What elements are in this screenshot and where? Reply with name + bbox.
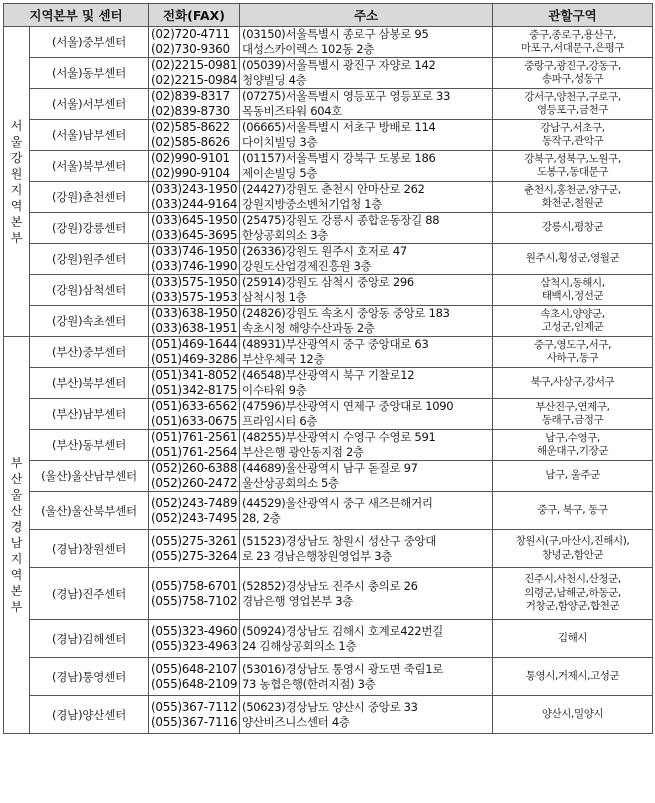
phone-number: (033)638-1950 (151, 306, 238, 320)
table-row (4, 151, 653, 182)
phone-cell (149, 368, 240, 399)
jurisdiction-cell (493, 492, 653, 530)
region-label-char: 부 (10, 456, 23, 470)
address-cell (240, 244, 493, 275)
jurisdiction-line: 동래구,금정구 (541, 414, 604, 426)
address-cell (240, 58, 493, 89)
address-line: 경남은행 영업본부 3층 (242, 593, 354, 608)
phone-cell (149, 658, 240, 696)
jurisdiction-line: 중랑구,광진구,강동구, (524, 59, 621, 72)
phone-number: (055)648-2107 (151, 661, 238, 676)
phone-number: (055)367-7112 (151, 699, 238, 714)
phone-cell (149, 27, 240, 58)
phone-number: (033)746-1990 (151, 259, 238, 273)
header-row (4, 4, 653, 27)
address-line: 대성스카이렉스 102동 2층 (242, 42, 375, 56)
region-label-char: 역 (10, 198, 23, 213)
phone-number: (051)633-0675 (151, 414, 238, 428)
phone-number: (033)575-1953 (151, 290, 238, 304)
address-line: 28, 2층 (242, 510, 281, 525)
jurisdiction-line: 창원시(구,마산시,진해시), (515, 535, 630, 547)
jurisdiction-cell (493, 658, 653, 696)
region-label-cell (4, 337, 30, 734)
jurisdiction-line: 태백시,정선군 (541, 290, 604, 302)
table-row (4, 368, 653, 399)
phone-cell (149, 244, 240, 275)
header-address: 주소 (240, 4, 493, 27)
address-line: 73 농협은행(한려지점) 3층 (242, 676, 376, 691)
region-label-char: 강 (10, 150, 23, 165)
phone-number: (02)839-8730 (151, 104, 230, 118)
jurisdiction-cell (493, 275, 653, 306)
table-row (4, 620, 653, 658)
table-row (4, 58, 653, 89)
region-label-char: 산 (10, 472, 23, 486)
jurisdiction-line: 창녕군,함안군 (541, 548, 604, 561)
phone-number: (033)645-3695 (151, 228, 238, 242)
jurisdiction-line: 영등포구,금천구 (536, 104, 609, 116)
address-line: 프라임시티 6층 (242, 414, 318, 428)
region-label-char: 부 (10, 230, 23, 245)
address-line: (24427)강원도 춘천시 안마산로 262 (242, 182, 425, 196)
address-line: (07275)서울특별시 영등포구 영등포로 33 (242, 89, 451, 103)
jurisdiction-line: 의령군,남해군,하동군, (524, 586, 621, 599)
address-line: (03150)서울특별시 종로구 삼봉로 95 (242, 27, 429, 41)
phone-number: (052)260-6388 (151, 461, 238, 475)
jurisdiction-line: 해운대구,기장군 (536, 445, 609, 457)
jurisdiction-line: 고성군,인제군 (541, 321, 604, 333)
jurisdiction-cell (493, 620, 653, 658)
address-cell (240, 492, 493, 530)
region-label-char: 원 (10, 166, 23, 181)
center-name: (강원)속초센터 (30, 306, 149, 337)
region-label-char: 본 (10, 214, 23, 229)
address-line: (53016)경상남도 통영시 광도면 죽림1로 (242, 661, 444, 676)
center-name: (강원)원주센터 (30, 244, 149, 275)
center-name: (울산)울산남부센터 (30, 461, 149, 492)
phone-number: (02)585-8626 (151, 135, 230, 149)
center-name: (서울)북부센터 (30, 151, 149, 182)
address-cell (240, 213, 493, 244)
phone-number: (033)645-1950 (151, 213, 238, 227)
phone-number: (02)730-9360 (151, 42, 230, 56)
center-directory-table (3, 3, 653, 734)
address-line: 제이손빌딩 5층 (242, 166, 318, 180)
jurisdiction-cell (493, 430, 653, 461)
phone-number: (055)323-4960 (151, 623, 238, 638)
region-label-char: 울 (10, 488, 23, 502)
phone-cell (149, 120, 240, 151)
phone-cell (149, 337, 240, 368)
table-row (4, 492, 653, 530)
jurisdiction-line: 중구,영도구,서구, (534, 338, 612, 351)
table-row (4, 568, 653, 620)
center-name: (서울)남부센터 (30, 120, 149, 151)
phone-number: (052)243-7489 (151, 495, 238, 510)
phone-cell (149, 620, 240, 658)
phone-number: (055)367-7116 (151, 714, 238, 729)
phone-cell (149, 151, 240, 182)
jurisdiction-cell (493, 120, 653, 151)
phone-number: (02)990-9104 (151, 166, 230, 180)
phone-cell (149, 89, 240, 120)
jurisdiction-cell (493, 27, 653, 58)
address-line: 강원도산업경제진흥원 3층 (242, 259, 372, 273)
phone-number: (055)648-2109 (151, 676, 238, 691)
phone-cell (149, 530, 240, 568)
jurisdiction-line: 강서구,양천구,구로구, (524, 90, 621, 103)
table-row (4, 182, 653, 213)
jurisdiction-cell (493, 530, 653, 568)
address-line: 부산우체국 12층 (242, 352, 325, 366)
phone-number: (055)758-7102 (151, 593, 238, 608)
region-label-char: 역 (10, 568, 23, 582)
center-name: (부산)북부센터 (30, 368, 149, 399)
address-cell (240, 461, 493, 492)
table-row (4, 120, 653, 151)
jurisdiction-line: 남구,수영구, (545, 431, 600, 444)
phone-cell (149, 182, 240, 213)
phone-cell (149, 492, 240, 530)
address-cell (240, 337, 493, 368)
phone-number: (033)244-9164 (151, 197, 238, 211)
address-cell (240, 275, 493, 306)
table-row (4, 399, 653, 430)
address-line: (44529)울산광역시 중구 새즈믄해거리 (242, 495, 433, 510)
header-area: 관할구역 (493, 4, 653, 27)
phone-cell (149, 696, 240, 734)
center-name: (경남)창원센터 (30, 530, 149, 568)
address-cell (240, 306, 493, 337)
jurisdiction-cell (493, 213, 653, 244)
address-line: (50623)경상남도 양산시 중앙로 33 (242, 699, 418, 714)
phone-number: (051)469-3286 (151, 352, 238, 366)
table-row (4, 530, 653, 568)
jurisdiction-line: 마포구,서대문구,은평구 (520, 42, 625, 54)
jurisdiction-line: 동작구,관악구 (541, 135, 604, 147)
region-label-char: 본 (10, 584, 23, 598)
jurisdiction-cell (493, 461, 653, 492)
address-line: (05039)서울특별시 광진구 자양로 142 (242, 58, 436, 72)
address-cell (240, 182, 493, 213)
center-name: (강원)춘천센터 (30, 182, 149, 213)
jurisdiction-cell (493, 568, 653, 620)
jurisdiction-line: 거창군,함양군,합천군 (525, 600, 620, 613)
phone-number: (052)260-2472 (151, 476, 238, 490)
center-name: (부산)동부센터 (30, 430, 149, 461)
phone-number: (051)761-2564 (151, 445, 238, 459)
phone-number: (033)575-1950 (151, 275, 238, 289)
center-name: (서울)서부센터 (30, 89, 149, 120)
address-cell (240, 620, 493, 658)
center-name: (경남)양산센터 (30, 696, 149, 734)
table-row (4, 244, 653, 275)
center-name: (강원)삼척센터 (30, 275, 149, 306)
address-line: 다이치빌딩 3층 (242, 135, 318, 149)
phone-cell (149, 461, 240, 492)
address-cell (240, 658, 493, 696)
address-line: 로 23 경남은행창원영업부 3층 (242, 548, 393, 563)
phone-number: (02)2215-0984 (151, 73, 238, 87)
address-line: 삼척시청 1층 (242, 290, 307, 304)
address-line: (25914)강원도 삼척시 중앙로 296 (242, 275, 414, 289)
address-line: (50924)경상남도 김해시 호계로422번길 (242, 623, 443, 638)
jurisdiction-line: 화천군,철원군 (541, 197, 604, 209)
address-line: (44689)울산광역시 남구 돋질로 97 (242, 461, 418, 475)
phone-number: (02)585-8622 (151, 120, 230, 134)
jurisdiction-line: 강남구,서초구, (540, 121, 605, 134)
address-line: (06665)서울특별시 서초구 방배로 114 (242, 120, 436, 134)
jurisdiction-line: 춘천시,홍천군,양구군, (524, 183, 621, 196)
phone-number: (055)275-3261 (151, 533, 238, 548)
region-label-char: 지 (10, 182, 23, 197)
region-label-char: 경 (10, 520, 23, 534)
address-cell (240, 399, 493, 430)
address-line: 강원지방중소벤처기업청 1층 (242, 197, 383, 211)
phone-cell (149, 568, 240, 620)
region-label-char: 부 (10, 600, 23, 614)
jurisdiction-cell (493, 58, 653, 89)
jurisdiction-line: 중구, 북구, 동구 (537, 503, 608, 516)
region-label-cell (4, 27, 30, 337)
phone-number: (02)720-4711 (151, 27, 230, 41)
phone-number: (033)243-1950 (151, 182, 238, 196)
jurisdiction-cell (493, 151, 653, 182)
address-line: 이수타워 9층 (242, 383, 307, 397)
phone-cell (149, 399, 240, 430)
table-row (4, 430, 653, 461)
address-line: 속초시청 해양수산과동 2층 (242, 321, 375, 335)
jurisdiction-cell (493, 399, 653, 430)
address-line: (25475)강원도 강릉시 종합운동장길 88 (242, 213, 440, 227)
jurisdiction-line: 통영시,거제시,고성군 (525, 669, 620, 682)
jurisdiction-line: 진주시,사천시,산청군, (524, 573, 621, 586)
phone-number: (052)243-7495 (151, 510, 238, 525)
jurisdiction-cell (493, 696, 653, 734)
phone-number: (02)839-8317 (151, 89, 230, 103)
address-line: (51523)경상남도 창원시 성산구 중앙대 (242, 533, 437, 548)
region-label-char: 지 (10, 552, 23, 566)
address-line: (47596)부산광역시 연제구 중앙대로 1090 (242, 399, 454, 413)
address-line: 양산비즈니스센터 4층 (242, 714, 350, 729)
phone-number: (055)323-4963 (151, 638, 238, 653)
phone-number: (051)633-6562 (151, 399, 238, 413)
center-name: (서울)중부센터 (30, 27, 149, 58)
address-line: 청양빌딩 4층 (242, 73, 307, 87)
address-line: (26336)강원도 원주시 호저로 47 (242, 244, 407, 258)
jurisdiction-line: 도봉구,동대문구 (536, 166, 609, 178)
table-row (4, 461, 653, 492)
region-label-char: 남 (10, 536, 23, 550)
jurisdiction-cell (493, 244, 653, 275)
jurisdiction-line: 삼척시,동해시, (540, 276, 605, 289)
address-line: (01157)서울특별시 강북구 도봉로 186 (242, 151, 436, 165)
table-row (4, 213, 653, 244)
phone-number: (051)469-1644 (151, 337, 238, 351)
address-cell (240, 368, 493, 399)
jurisdiction-line: 사하구,동구 (546, 352, 599, 364)
table-row (4, 27, 653, 58)
table-row (4, 306, 653, 337)
phone-cell (149, 306, 240, 337)
address-line: (52852)경상남도 진주시 충의로 26 (242, 578, 418, 593)
table-body (4, 27, 653, 734)
address-line: (46548)부산광역시 북구 기찰로12 (242, 368, 415, 382)
phone-number: (02)990-9101 (151, 151, 230, 165)
center-directory-sheet (3, 3, 652, 734)
address-line: (48931)부산광역시 중구 중앙대로 63 (242, 337, 429, 351)
address-cell (240, 120, 493, 151)
center-name: (강원)강릉센터 (30, 213, 149, 244)
address-line: (24826)강원도 속초시 중앙동 중앙로 183 (242, 306, 450, 320)
center-name: (울산)울산북부센터 (30, 492, 149, 530)
region-label-char: 서 (10, 118, 23, 133)
header-phone: 전화(FAX) (149, 4, 240, 27)
phone-number: (051)341-8052 (151, 368, 238, 382)
jurisdiction-line: 부산진구,연제구, (535, 400, 610, 413)
table-row (4, 89, 653, 120)
table-row (4, 337, 653, 368)
phone-number: (033)638-1951 (151, 321, 238, 335)
address-line: 목동비즈타워 604호 (242, 104, 343, 118)
address-line: 한상공회의소 3층 (242, 228, 329, 242)
jurisdiction-line: 김해시 (557, 631, 588, 644)
jurisdiction-line: 강릉시,평창군 (541, 221, 604, 234)
jurisdiction-line: 양산시,밀양시 (541, 707, 604, 720)
address-line: 24 김해상공회의소 1층 (242, 638, 357, 653)
jurisdiction-line: 남구, 울주군 (545, 469, 600, 482)
address-cell (240, 89, 493, 120)
phone-cell (149, 430, 240, 461)
jurisdiction-line: 북구,사상구,강서구 (530, 376, 615, 389)
center-name: (경남)김해센터 (30, 620, 149, 658)
phone-number: (051)342-8175 (151, 383, 238, 397)
table-row (4, 696, 653, 734)
jurisdiction-line: 중구,종로구,용산구, (529, 28, 616, 41)
jurisdiction-line: 속초시,양양군, (540, 307, 605, 320)
phone-number: (055)758-6701 (151, 578, 238, 593)
center-name: (경남)진주센터 (30, 568, 149, 620)
header-region: 지역본부 및 센터 (4, 4, 149, 27)
address-line: 부산은행 광안동지점 2층 (242, 445, 364, 459)
phone-cell (149, 213, 240, 244)
jurisdiction-cell (493, 368, 653, 399)
address-cell (240, 151, 493, 182)
phone-number: (051)761-2561 (151, 430, 238, 444)
jurisdiction-line: 원주시,횡성군,영월군 (525, 252, 620, 265)
table-row (4, 275, 653, 306)
jurisdiction-line: 송파구,성동구 (541, 73, 604, 85)
address-cell (240, 27, 493, 58)
address-cell (240, 530, 493, 568)
center-name: (부산)남부센터 (30, 399, 149, 430)
phone-cell (149, 275, 240, 306)
center-name: (부산)중부센터 (30, 337, 149, 368)
address-line: (48255)부산광역시 수영구 수영로 591 (242, 430, 436, 444)
jurisdiction-cell (493, 337, 653, 368)
address-line: 울산상공회의소 5층 (242, 476, 339, 490)
address-cell (240, 696, 493, 734)
phone-number: (033)746-1950 (151, 244, 238, 258)
phone-number: (055)275-3264 (151, 548, 238, 563)
jurisdiction-line: 강북구,성북구,노원구, (524, 152, 621, 165)
phone-number: (02)2215-0981 (151, 58, 238, 72)
jurisdiction-cell (493, 89, 653, 120)
address-cell (240, 568, 493, 620)
region-label-char: 울 (10, 134, 23, 149)
center-name: (서울)동부센터 (30, 58, 149, 89)
jurisdiction-cell (493, 306, 653, 337)
phone-cell (149, 58, 240, 89)
table-row (4, 658, 653, 696)
region-label-char: 산 (10, 504, 23, 518)
address-cell (240, 430, 493, 461)
jurisdiction-cell (493, 182, 653, 213)
center-name: (경남)통영센터 (30, 658, 149, 696)
